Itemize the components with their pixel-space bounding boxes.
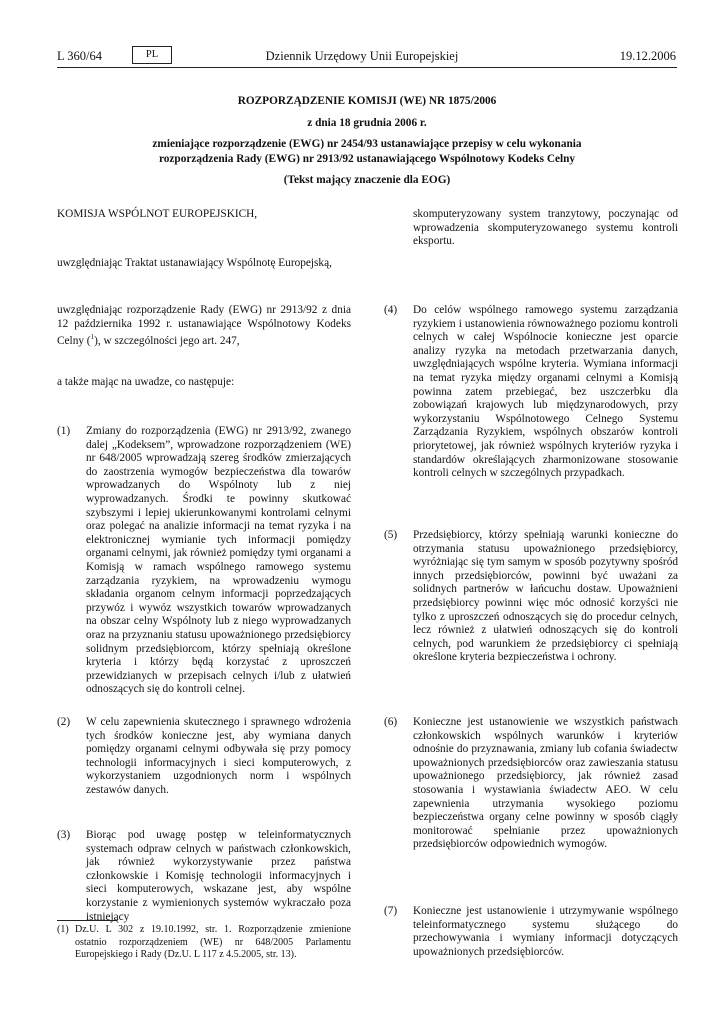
recital-text: Zmiany do rozporządzenia (EWG) nr 2913/92, zwanego dalej „Kodeksem”, wprowadzone rozporządzeniem (WE) nr 648/2005 wprowadzają szereg środków zmierzających do zaostrzenia wymogów bezpieczeństwa dla towarów wprowadzanych do Wspólnoty lub z niej wyprowadzanych. Środki te powinny skutkować szybszymi i lepiej ukierunkowanymi kontrolami celnymi oraz polegać na analizie informacji na temat ryzyka i na elektronicznej wymianie tych informacji pomiędzy organami celnymi, jak również pomiędzy tymi organami a Komisją w ramach wspólnego ramowego systemu zarządzania ryzykiem, na wprowadzeniu wymogu składania organom celnym informacji poprzedzających przywóz i wywóz wszystkich towarów wprowadzanych na obszar celny Wspólnoty lub z niego wyprowadzanych oraz na przyznaniu statusu upoważnionego przedsiębiorcy solidnym przedsiębiorcom, którzy spełniają określone kryteria i którzy będą korzystać z uproszczeń przewidzianych w przepisach celnych i/lub z ułatwień odnoszących się do kontroli celnej. bbox=[86, 425, 351, 696]
recital-text: Do celów wspólnego ramowego systemu zarządzania ryzykiem i ustanowienia równoważnego poziomu kontroli celnych w całej Wspólnocie konieczne jest oparcie analizy ryzyka na metodach przetwarzania danych, uwzględniających wspólne kryteria. Wymiana informacji na temat ryzyka między organami celnymi a Komisją powinna zatem przebiegać, bez uszczerbku dla zobowiązań krajowych lub międzynarodowych, przy wykorzystaniu Wspólnotowego Celnego Systemu Zarządzania Ryzykiem, wspólnych obszarów kontroli priorytetowej, jak również wspólnych kryteriów ryzyka i standardów określających zharmonizowane stosowanie kontroli celnych w szczególnych przypadkach. bbox=[413, 304, 678, 480]
recital-text: W celu zapewnienia skutecznego i sprawnego wdrożenia tych środków konieczne jest, aby wymiana danych pomiędzy organami celnymi odbywała się przy pomocy technologii informacyjnych i sieci komputerowych, z wykorzystaniem uzgodnionych norm i wspólnych zestawów danych. bbox=[86, 716, 351, 796]
preamble-authority: KOMISJA WSPÓLNOT EUROPEJSKICH, bbox=[57, 208, 258, 220]
footnote-divider bbox=[57, 920, 117, 921]
recital-number: (1) bbox=[57, 425, 71, 437]
title-line-1: ROZPORZĄDZENIE KOMISJI (WE) NR 1875/2006 bbox=[237, 95, 497, 107]
recital-text: skomputeryzowany system tranzytowy, poczynając od wprowadzenia skomputeryzowanego systemu kontroli eksportu. bbox=[413, 208, 678, 248]
recital-number: (5) bbox=[384, 529, 398, 541]
footnote-ref[interactable]: 1 bbox=[90, 333, 95, 342]
title-line-2: z dnia 18 grudnia 2006 r. bbox=[307, 116, 427, 129]
recital-text: Konieczne jest ustanowienie i utrzymywanie wspólnego teleinformatycznego systemu służącego do przechowywania i wymiany informacji dotyczących upoważnionych przedsiębiorców. bbox=[413, 905, 678, 958]
recital-text: Biorąc pod uwagę postęp w teleinformatycznych systemach odpraw celnych w państwach członkowskich, jak również wykorzystywanie przez państwa członkowskie i Komisję technologii informacyjnych i sieci komputerowych, wskazane jest, aby wspólne korzystanie z wymienionych systemów wykraczało poza istniejący bbox=[86, 829, 351, 923]
footnote-text: Dz.U. L 302 z 19.10.1992, str. 1. Rozporządzenie zmienione ostatnio rozporządzeniem (WE) nr 648/2005 Parlamentu Europejskiego i Rady (Dz.U. L 117 z 4.5.2005, str. 13). bbox=[75, 924, 351, 960]
title-line-4: rozporządzenia Rady (EWG) nr 2913/92 ustanawiającego Wspólnotowy Kodeks Celny bbox=[158, 152, 576, 165]
recital-number: (3) bbox=[57, 829, 71, 841]
title-line-3: zmieniające rozporządzenie (EWG) nr 2454/93 ustanawiające przepisy w celu wykonania bbox=[152, 138, 582, 150]
preamble-treaty: uwzględniając Traktat ustanawiający Wspólnotę Europejską, bbox=[57, 257, 332, 269]
regulation-title bbox=[57, 94, 677, 188]
header-divider bbox=[57, 67, 677, 68]
recital-number: (4) bbox=[384, 304, 398, 316]
page-series-number: L 360/64 bbox=[57, 49, 103, 63]
footnote-number: (1) bbox=[57, 924, 69, 935]
recital-number: (7) bbox=[384, 905, 398, 917]
title-line-5: (Tekst mający znaczenie dla EOG) bbox=[283, 174, 451, 186]
journal-title: Dziennik Urzędowy Unii Europejskiej bbox=[265, 49, 459, 63]
preamble-regulation: uwzględniając rozporządzenie Rady (EWG) nr 2913/92 z dnia 12 października 1992 r. ustanawiające Wspólnotowy Kodeks Celny ($^1$), w szczególności jego art. 247, bbox=[57, 304, 351, 347]
preamble-whereas: a także mając na uwadze, co następuje: bbox=[57, 376, 235, 388]
footnote bbox=[57, 924, 351, 962]
publication-date: 19.12.2006 bbox=[619, 49, 676, 63]
recital-number: (2) bbox=[57, 716, 71, 728]
recital-text: Konieczne jest ustanowienie we wszystkich państwach członkowskich wspólnych warunków i kryteriów odnośnie do przyznawania, zmiany lub cofania świadectw upoważnionych przedsiębiorców oraz zawieszania statusu upoważnionego przedsiębiorcy, jak również zasad stosowania i wystawiania świadectw AEO. W celu zapewnienia utrzymania wysokiego poziomu bezpieczeństwa organy celne powinny w sposób ciągły monitorować spełnianie przez upoważnionych przedsiębiorców odpowiednich wymogów. bbox=[413, 716, 678, 851]
language-badge: PL bbox=[132, 46, 172, 64]
recital-number: (6) bbox=[384, 716, 398, 728]
recital-text: Przedsiębiorcy, którzy spełniają warunki konieczne do otrzymania statusu upoważnionego przedsiębiorcy, wyróżniając się tym samym w sposób pozytywny spośród innych przedsiębiorców, powinni być uważani za solidnych partnerów w łańcuchu dostaw. Upoważnieni przedsiębiorcy powinni więc móc odnosić korzyści nie tylko z uproszczeń odnoszących się do procedur celnych, lecz również z ułatwień odnoszących się do kontroli celnych, pod warunkiem że przedsiębiorcy ci spełniają określone kryteria bezpieczeństwa i ochrony. bbox=[413, 529, 678, 664]
